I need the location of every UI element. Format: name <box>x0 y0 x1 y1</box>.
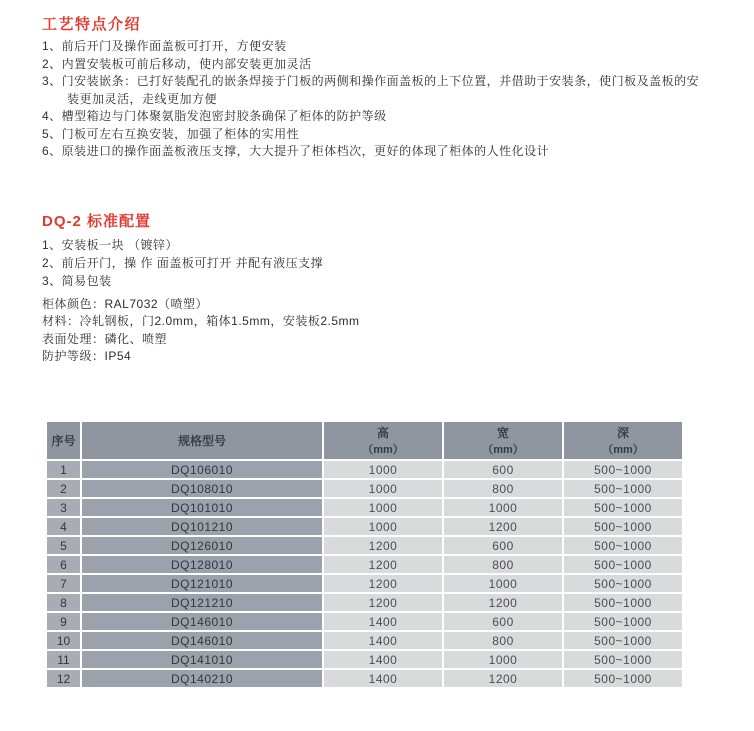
cell-seq: 3 <box>47 499 80 516</box>
feature-item-2: 2、内置安装板可前后移动，使内部安装更加灵活 <box>42 56 312 71</box>
cell-depth: 500~1000 <box>564 613 682 630</box>
cell-width: 600 <box>444 537 562 554</box>
table-row <box>47 632 682 649</box>
col-header-seq: 序号 <box>47 422 80 459</box>
table-row <box>47 594 682 611</box>
feature-item-6: 6、原装进口的操作面盖板液压支撑，大大提升了柜体档次，更好的体现了柜体的人性化设计 <box>42 144 550 158</box>
table-row <box>47 651 682 668</box>
cell-seq: 11 <box>47 651 80 668</box>
cell-seq: 8 <box>47 594 80 611</box>
table-row <box>47 670 682 687</box>
cell-seq: 4 <box>47 518 80 535</box>
cell-depth: 500~1000 <box>564 499 682 516</box>
cell-width: 1000 <box>444 575 562 592</box>
spec-line-material: 材料：冷轧钢板，门2.0mm，箱体1.5mm，安装板2.5mm <box>42 314 360 329</box>
cell-height: 1000 <box>324 480 442 497</box>
config-section-title: DQ-2 标准配置 <box>42 213 152 230</box>
cell-model: DQ128010 <box>82 556 322 573</box>
header-row <box>47 422 682 459</box>
col-header-height-label: 高 <box>376 426 389 440</box>
cell-width: 1000 <box>444 499 562 516</box>
cell-height: 1000 <box>324 518 442 535</box>
cell-seq: 2 <box>47 480 80 497</box>
feature-item-3: 3、门安装嵌条：已打好装配孔的嵌条焊接于门板的两侧和操作面盖板的上下位置，并借助于安装条，使门板及盖板的安装更加灵活，走线更加方便 <box>42 74 700 106</box>
cell-model: DQ146010 <box>82 613 322 630</box>
cell-height: 1400 <box>324 613 442 630</box>
col-header-depth-unit: （mm） <box>602 444 644 456</box>
cell-model: DQ121210 <box>82 594 322 611</box>
cell-width: 800 <box>444 632 562 649</box>
cell-depth: 500~1000 <box>564 594 682 611</box>
cell-depth: 500~1000 <box>564 575 682 592</box>
cell-height: 1000 <box>324 499 442 516</box>
cell-height: 1200 <box>324 575 442 592</box>
col-header-model: 规格型号 <box>82 422 322 459</box>
config-item-2: 2、前后开门，操 作 面盖板可打开 并配有液压支撑 <box>42 256 324 271</box>
cell-seq: 12 <box>47 670 80 687</box>
cell-depth: 500~1000 <box>564 461 682 478</box>
cell-depth: 500~1000 <box>564 537 682 554</box>
cell-width: 600 <box>444 613 562 630</box>
spec-line-ip: 防护等级：IP54 <box>42 348 132 363</box>
feature-item-5: 5、门板可左右互换安装，加强了柜体的实用性 <box>42 126 300 141</box>
col-header-height-unit: （mm） <box>362 444 404 456</box>
cell-model: DQ101010 <box>82 499 322 516</box>
config-list <box>42 236 642 291</box>
cell-model: DQ108010 <box>82 480 322 497</box>
cell-seq: 9 <box>47 613 80 630</box>
cell-seq: 10 <box>47 632 80 649</box>
spec-table-body <box>47 461 682 687</box>
spec-table <box>45 420 684 689</box>
cell-model: DQ106010 <box>82 461 322 478</box>
col-header-width-unit: （mm） <box>482 444 524 456</box>
config-item-1: 1、安装板一块 （镀锌） <box>42 238 179 252</box>
spec-table-header <box>47 422 682 459</box>
cell-model: DQ126010 <box>82 537 322 554</box>
cell-model: DQ141010 <box>82 651 322 668</box>
cell-model: DQ101210 <box>82 518 322 535</box>
cell-depth: 500~1000 <box>564 651 682 668</box>
cell-width: 800 <box>444 480 562 497</box>
cell-seq: 1 <box>47 461 80 478</box>
spec-line-color: 柜体颜色：RAL7032（喷塑） <box>42 297 209 311</box>
cell-height: 1200 <box>324 537 442 554</box>
cell-height: 1000 <box>324 461 442 478</box>
table-row <box>47 613 682 630</box>
spec-line-surface: 表面处理：磷化、喷塑 <box>42 331 168 346</box>
col-header-width <box>444 422 562 459</box>
cell-seq: 5 <box>47 537 80 554</box>
cell-width: 600 <box>444 461 562 478</box>
table-row <box>47 575 682 592</box>
cell-depth: 500~1000 <box>564 480 682 497</box>
features-list <box>42 38 704 161</box>
cell-width: 800 <box>444 556 562 573</box>
cell-height: 1200 <box>324 594 442 611</box>
cell-depth: 500~1000 <box>564 670 682 687</box>
table-row <box>47 556 682 573</box>
cell-width: 1000 <box>444 651 562 668</box>
specs-list <box>42 296 642 365</box>
cell-seq: 6 <box>47 556 80 573</box>
table-row <box>47 480 682 497</box>
cell-depth: 500~1000 <box>564 518 682 535</box>
col-header-depth-label: 深 <box>616 426 629 440</box>
col-header-depth <box>564 422 682 459</box>
cell-height: 1400 <box>324 632 442 649</box>
cell-depth: 500~1000 <box>564 632 682 649</box>
cell-height: 1400 <box>324 670 442 687</box>
features-section-title: 工艺特点介绍 <box>42 16 142 33</box>
cell-width: 1200 <box>444 670 562 687</box>
feature-item-4: 4、槽型箱边与门体聚氨脂发泡密封胶条确保了柜体的防护等级 <box>42 109 387 123</box>
cell-model: DQ140210 <box>82 670 322 687</box>
table-row <box>47 499 682 516</box>
cell-seq: 7 <box>47 575 80 592</box>
col-header-height <box>324 422 442 459</box>
cell-height: 1400 <box>324 651 442 668</box>
cell-width: 1200 <box>444 594 562 611</box>
cell-depth: 500~1000 <box>564 556 682 573</box>
feature-item-1: 1、前后开门及操作面盖板可打开，方便安装 <box>42 39 287 53</box>
table-row <box>47 537 682 554</box>
cell-model: DQ121010 <box>82 575 322 592</box>
table-row <box>47 461 682 478</box>
cell-width: 1200 <box>444 518 562 535</box>
col-header-width-label: 宽 <box>496 426 509 440</box>
cell-model: DQ146010 <box>82 632 322 649</box>
table-row <box>47 518 682 535</box>
config-item-3: 3、简易包装 <box>42 274 112 289</box>
cell-height: 1200 <box>324 556 442 573</box>
